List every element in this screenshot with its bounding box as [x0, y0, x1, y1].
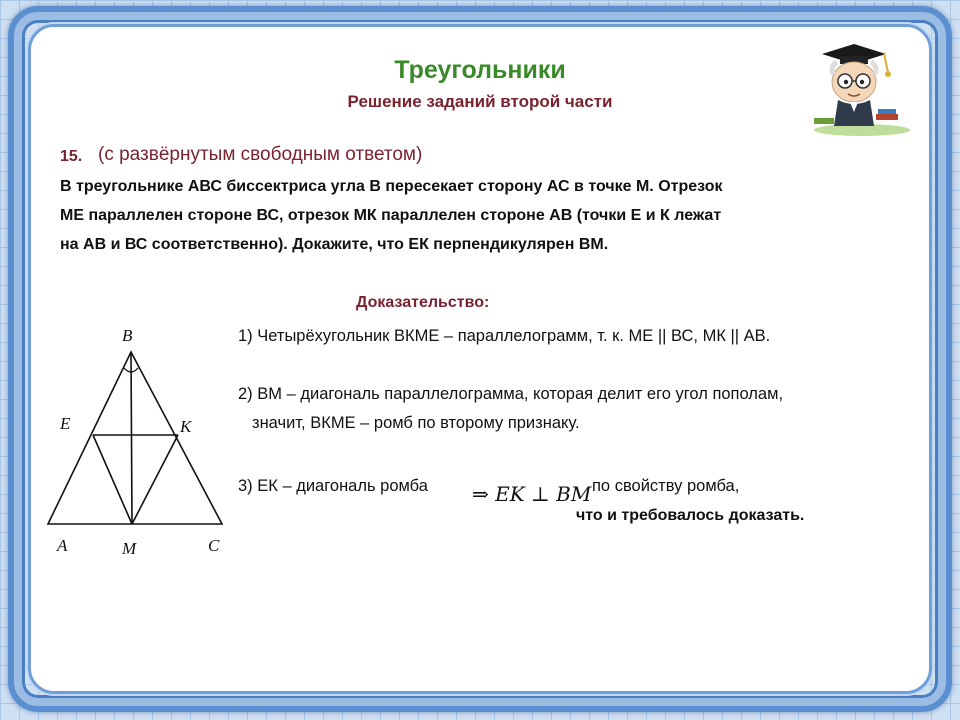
- segment-em: [93, 435, 132, 524]
- point-label-m: M: [122, 539, 137, 558]
- qed-statement: что и требовалось доказать.: [576, 507, 805, 524]
- point-label-c: C: [208, 536, 220, 555]
- proof-step-1: 1) Четырёхугольник ВКМЕ – параллелограмм, т. к. МЕ || ВС, МК || АВ.: [238, 327, 771, 345]
- proof-step-3-reason: по свойству ромба,: [592, 477, 740, 495]
- point-label-a: A: [57, 536, 68, 555]
- problem-line-2: МЕ параллелен стороне ВС, отрезок МК параллелен стороне АВ (точки Е и К лежат: [60, 207, 722, 224]
- point-label-k: K: [180, 417, 192, 436]
- point-label-b: B: [122, 326, 133, 345]
- slide-subtitle: Решение заданий второй части: [347, 92, 613, 111]
- segment-km: [132, 435, 178, 524]
- bisector-bm: [131, 352, 132, 524]
- conclusion-formula: ⇒ EK ⊥ BM: [472, 482, 592, 506]
- proof-step-2: 2) ВМ – диагональ параллелограмма, которая делит его угол пополам,: [238, 385, 784, 403]
- proof-step-3: 3) ЕК – диагональ ромба: [238, 477, 428, 495]
- proof-step-2-continued: значит, ВКМЕ – ромб по второму признаку.: [252, 414, 580, 432]
- triangle-abc: [48, 352, 222, 524]
- task-type: (с развёрнутым свободным ответом): [98, 144, 423, 165]
- problem-line-3: на АВ и ВС соответственно). Докажите, что ЕК перпендикулярен ВМ.: [60, 236, 609, 253]
- slide-title: Треугольники: [394, 56, 566, 84]
- problem-line-1: В треугольнике АВС биссектриса угла В пересекает сторону АС в точке М. Отрезок: [60, 178, 723, 195]
- point-label-e: E: [60, 414, 71, 433]
- task-number: 15.: [60, 148, 83, 165]
- proof-heading: Доказательство:: [356, 294, 490, 311]
